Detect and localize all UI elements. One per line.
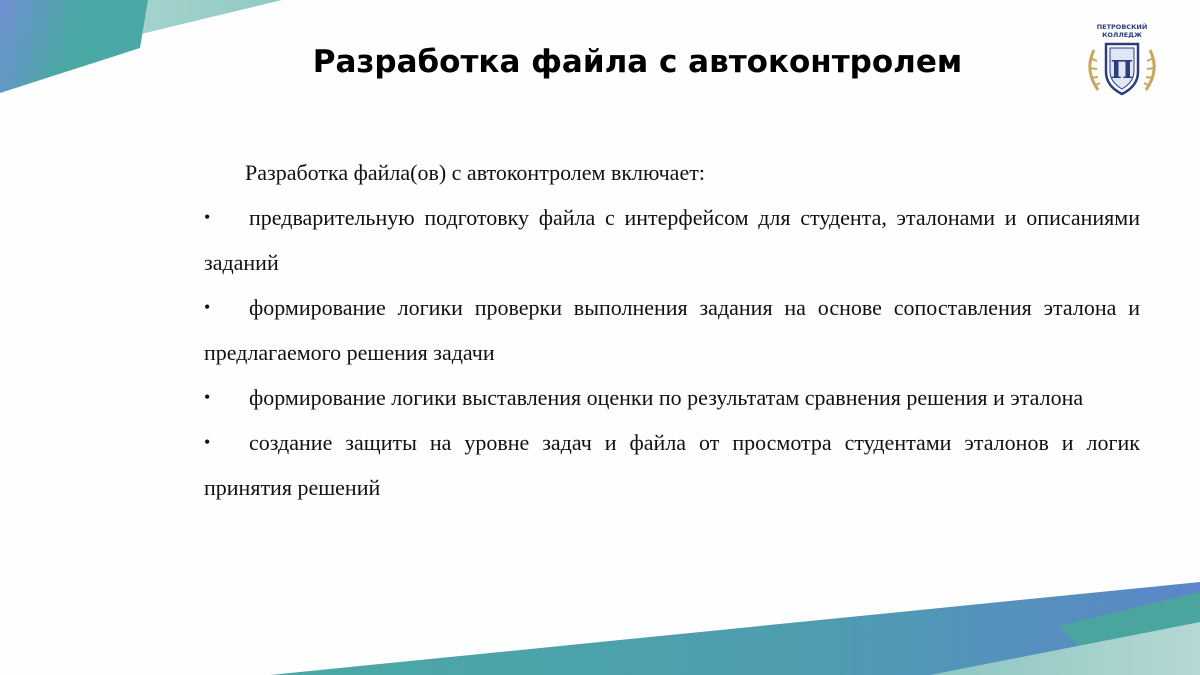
slide-body bbox=[204, 150, 1140, 510]
list-item-text: создание защиты на уровне задач и файла от просмотра студентами эталонов и логик принятия решений bbox=[204, 430, 1140, 500]
bullet-list bbox=[204, 195, 1140, 510]
logo-letter: П bbox=[1110, 55, 1134, 84]
list-item-text: формирование логики проверки выполнения задания на основе сопоставления эталона и предлагаемого решения задачи bbox=[204, 295, 1140, 365]
list-item bbox=[204, 195, 1140, 285]
bullet-marker: • bbox=[204, 207, 211, 227]
slide-title: Разработка файла с автоконтролем bbox=[312, 44, 963, 80]
svg-text:ПЕТРОВСКИЙ: ПЕТРОВСКИЙ bbox=[1096, 23, 1148, 31]
list-item bbox=[204, 420, 1140, 510]
list-item-text: предварительную подготовку файла с интерфейсом для студента, эталонами и описаниями заданий bbox=[204, 205, 1140, 275]
bullet-marker: • bbox=[204, 387, 211, 407]
list-item bbox=[204, 285, 1140, 375]
svg-text:КОЛЛЕДЖ: КОЛЛЕДЖ bbox=[1102, 31, 1142, 39]
bullet-marker: • bbox=[204, 432, 211, 452]
list-item-text: формирование логики выставления оценки по результатам сравнения решения и эталона bbox=[249, 385, 1084, 410]
list-item bbox=[204, 375, 1140, 420]
bullet-marker: • bbox=[204, 297, 211, 317]
intro-text: Разработка файла(ов) с автоконтролем включает: bbox=[245, 160, 705, 185]
